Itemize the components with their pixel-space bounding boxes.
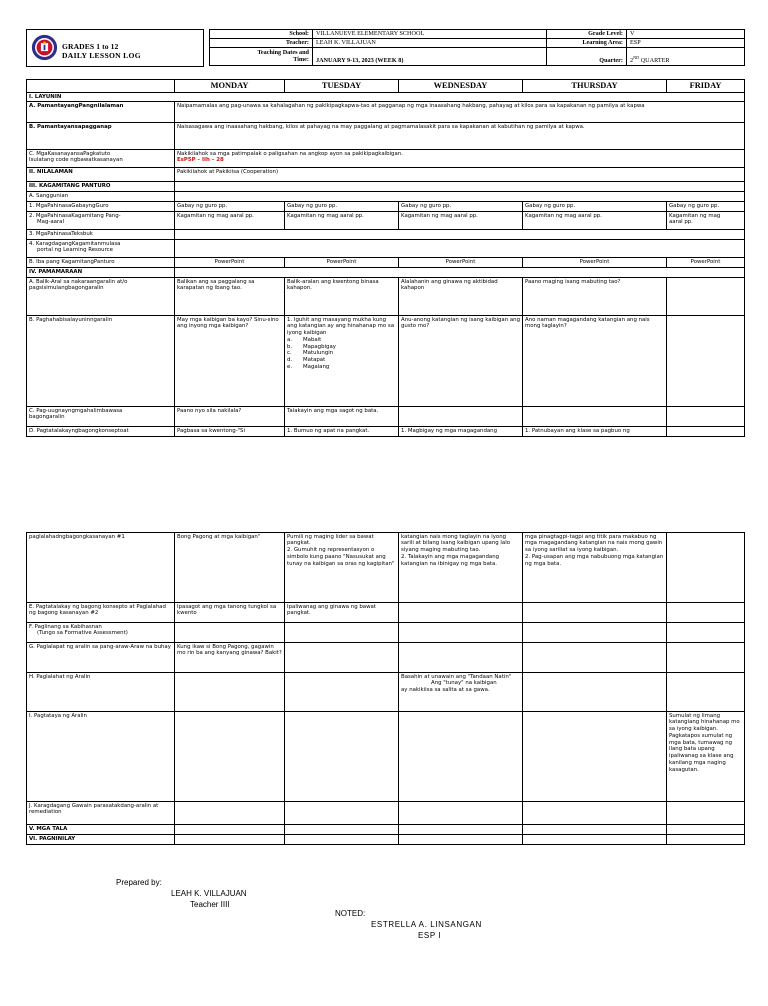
pagninilay-tuesday — [285, 835, 399, 845]
deped-seal-icon — [31, 34, 58, 61]
quarter-value — [627, 48, 745, 66]
g-monday: Kung ikaw si Bong Pagong, gagawin mo rin ba ang kanyang ginawa? Bakit? — [175, 643, 285, 673]
quarter-suffix: ND — [633, 55, 640, 61]
e-wednesday — [399, 603, 523, 623]
e-tuesday: Ipaliwanag ang ginawa ng bawat pangkat. — [285, 603, 399, 623]
i-tuesday — [285, 712, 399, 802]
powerpoint-thursday: PowerPoint — [523, 258, 667, 268]
pagkatuto-label-line2: Isulatang code ngbawatkasanayan — [29, 157, 123, 164]
b-tuesday-item — [287, 364, 396, 371]
gabay-friday: Gabay ng guro pp. — [667, 202, 745, 212]
pagkatuto-label-line1: C. MgaKasanayansaPagkatuto — [29, 150, 111, 157]
j-monday — [175, 802, 285, 825]
h-wednesday-line1: Basahin at unawain ang "Tandaan Natin" — [401, 673, 512, 680]
lesson-log-table-part1 — [26, 79, 745, 437]
row-label-h: H. Paglalahat ng Aralin — [27, 673, 175, 712]
i-wednesday — [399, 712, 523, 802]
g-tuesday — [285, 643, 399, 673]
grade-value: V — [627, 30, 745, 39]
row-label-gabay: 1. MgaPahinasaGabayngGuro — [27, 202, 175, 212]
row-label-pangnilalaman: A. PamantayangPangnilalaman — [27, 102, 175, 123]
row-label-iba: B. Iba pang KagamitangPanturo — [27, 258, 175, 268]
h-wednesday-line2: Ang "tunay" na kaibigan — [431, 680, 497, 687]
a-thursday: Paano maging isang mabuting tao? — [523, 278, 667, 316]
magaaral-tuesday: Kagamitan ng mag aaral pp. — [285, 212, 399, 230]
a-monday: Balikan ang sa paggalang sa karapatan ng ibang tao. — [175, 278, 285, 316]
b-tuesday-item — [287, 337, 396, 344]
row-label-g: G. Paglalapat ng aralin sa pang-araw-Araw na buhay — [27, 643, 175, 673]
gabay-wednesday: Gabay ng guro pp. — [399, 202, 523, 212]
tala-wednesday — [399, 825, 523, 835]
d-monday: Pagbasa sa kwentong-"Si — [175, 427, 285, 437]
dates-label-line2: Time: — [293, 55, 309, 63]
row-label-pagkatuto — [27, 150, 175, 168]
day-header-thursday: THURSDAY — [523, 80, 667, 93]
d2-friday — [667, 533, 745, 603]
karagdagan-cell — [175, 240, 745, 258]
dates-label — [210, 48, 313, 66]
f-thursday — [523, 623, 667, 643]
dates-value: JANUARY 9-13, 2023 (WEEK 8) — [313, 48, 547, 66]
d-friday — [667, 427, 745, 437]
j-wednesday — [399, 802, 523, 825]
teacher-label: Teacher: — [210, 39, 313, 48]
magaaral-friday — [667, 212, 745, 230]
f-label-line2: (Tungo sa Formative Assessment) — [37, 630, 128, 637]
magaaral-friday-line2: aaral pp. — [669, 219, 693, 226]
pagninilay-monday — [175, 835, 285, 845]
item-letter: b. — [287, 343, 293, 350]
gabay-monday: Gabay ng guro pp. — [175, 202, 285, 212]
kagamitan-cell — [175, 182, 745, 192]
pangnilalaman-text: Naipamamalas ang pag-unawa sa kahalagahan ng pakikipagkapwa-tao at pagganap ng mga inaasahang hakbang, pahayag at kilos para sa kapakanan ng pamilya at kapwa — [175, 102, 745, 123]
school-name: VILLANUEVE ELEMENTARY SCHOOL — [313, 30, 547, 39]
teksbuk-cell — [175, 230, 745, 240]
school-info-table — [209, 29, 745, 66]
teacher-name: LEAH K. VILLAJUAN — [313, 39, 547, 48]
row-label-j: J. Karagdagang Gawain parasatakdang-aralin at remediation — [27, 802, 175, 825]
section-layunin: I. LAYUNIN — [27, 93, 745, 102]
prepared-by-label: Prepared by: — [116, 878, 162, 887]
dll-title-line2: DAILY LESSON LOG — [62, 51, 141, 60]
row-label-c — [27, 407, 175, 427]
b-tuesday-item — [287, 350, 396, 357]
magaaral-friday-line1: Kagamitan ng mag — [669, 212, 721, 219]
e-monday: Ipasagot ang mga tanong tungkol sa kwento — [175, 603, 285, 623]
item-letter: e. — [287, 363, 293, 370]
row-label-karagdagan — [27, 240, 175, 258]
day-header-wednesday: WEDNESDAY — [399, 80, 523, 93]
gabay-tuesday: Gabay ng guro pp. — [285, 202, 399, 212]
c-thursday — [523, 407, 667, 427]
row-label-pagganap: B. Pamantayansapagganap — [27, 123, 175, 150]
dll-title-box — [26, 29, 204, 67]
noted-name: ESTRELLA A. LINSANGAN — [371, 920, 482, 929]
quarter-text: QUARTER — [639, 57, 670, 65]
a-wednesday: Alalahanin ang ginawa ng aktibidad kahapon — [399, 278, 523, 316]
row-label-pagninilay: VI. PAGNINILAY — [27, 835, 175, 845]
b-friday — [667, 316, 745, 407]
item-letter: c. — [287, 350, 292, 357]
pagkatuto-cell — [175, 150, 745, 168]
pagkatuto-text: Nakikilahok sa mga patimpalak o paligsahan na angkop ayon sa pakikipagkaibigan. — [177, 150, 403, 157]
f-friday — [667, 623, 745, 643]
pagninilay-friday — [667, 835, 745, 845]
area-label: Learning Area: — [547, 39, 627, 48]
prepared-by-title: Teacher IIII — [190, 900, 230, 909]
d2-monday: Bong Pagong at mga kaibigan" — [175, 533, 285, 603]
powerpoint-tuesday: PowerPoint — [285, 258, 399, 268]
magaaral-label-line2: Mag-aaral — [37, 219, 64, 226]
c-label-line1: C. Pag-uugnayngmgahalimbawasa — [29, 407, 123, 414]
i-friday: Sumulat ng limang katangiang hinahanap mo sa iyong kaibigan. Pagkatapos sumulat ng mga bata, tumawag ng ilang bata upang ipaliwanag sa klase ang kanilang mga naging kasagutan. — [667, 712, 745, 802]
item-word: Mapagbigay — [303, 343, 336, 350]
d2-wednesday: katangian nais mong taglayin na iyong sarili at bilang isang kaibigan upang lalo siyang maging mabuting tao. 2. Talakayin ang mga magagandang katangian na ibinigay ng mga bata. — [399, 533, 523, 603]
f-tuesday — [285, 623, 399, 643]
noted-label: NOTED: — [335, 909, 366, 918]
gabay-thursday: Gabay ng guro pp. — [523, 202, 667, 212]
b-wednesday: Anu-anong katangian ng isang kaibigan ang gusto mo? — [399, 316, 523, 407]
h-wednesday — [399, 673, 523, 712]
c-monday: Paano nyo sila nakilala? — [175, 407, 285, 427]
d2-thursday: mga pinagtagpi-tagpi ang titik para makabuo ng mga magagandang katangian na nais mong gawin sa iyong sariliat sa iyong kaibigan. 2. Pag-usapan ang mga nabubuong mga katangian ng mga bata. — [523, 533, 667, 603]
row-label-i: I. Pagtataya ng Aralin — [27, 712, 175, 802]
h-wednesday-line3: ay nakikiisa sa salita at sa gawa. — [401, 687, 490, 693]
i-monday — [175, 712, 285, 802]
sanggunian-cell — [175, 192, 745, 202]
row-label-d: D. Pagtatalakayngbagongkonseptoat — [27, 427, 175, 437]
j-tuesday — [285, 802, 399, 825]
d-thursday: 1. Patnubayan ang klase sa pagbuo ng — [523, 427, 667, 437]
c-tuesday: Talakayin ang mga sagot ng bata. — [285, 407, 399, 427]
dates-label-line1: Teaching Dates and — [257, 48, 309, 56]
b-tuesday-intro: 1. Iguhit ang masayang mukha kung ang katangian ay ang hinahanap mo sa iyong kaibigan — [287, 316, 395, 336]
grade-label: Grade Level: — [547, 30, 627, 39]
lesson-log-table-part2 — [26, 532, 745, 845]
magaaral-label-line1: 2. MgaPahinasaKagamitang Pang- — [29, 212, 121, 219]
row-label-f — [27, 623, 175, 643]
row-label-sanggunian: A. Sanggunian — [27, 192, 175, 202]
h-tuesday — [285, 673, 399, 712]
item-word: Matulungin — [303, 350, 334, 357]
magaaral-monday: Kagamitan ng mag aaral pp. — [175, 212, 285, 230]
b-thursday: Ano naman magagandang katangian ang nais mong taglayin? — [523, 316, 667, 407]
noted-title: ESP I — [418, 931, 442, 940]
tala-monday — [175, 825, 285, 835]
i-thursday — [523, 712, 667, 802]
d-wednesday: 1. Magbigay ng mga magagandang — [399, 427, 523, 437]
row-label-kagamitan: III. KAGAMITANG PANTURO — [27, 182, 175, 192]
tala-friday — [667, 825, 745, 835]
quarter-label: Quarter: — [547, 48, 627, 66]
c-wednesday — [399, 407, 523, 427]
row-label-e: E. Pagtatalakay ng bagong konsepto at Paglalahad ng bagong kasanayan #2 — [27, 603, 175, 623]
g-friday — [667, 643, 745, 673]
f-wednesday — [399, 623, 523, 643]
item-word: Matapat — [303, 357, 326, 363]
d-tuesday: 1. Bumuo ng apat na pangkat. — [285, 427, 399, 437]
prepared-by-name: LEAH K. VILLAJUAN — [171, 889, 247, 898]
f-label-line1: F. Paglinang sa Kabihasnan — [29, 623, 102, 630]
b-tuesday — [285, 316, 399, 407]
area-value: ESP — [627, 39, 745, 48]
h-thursday — [523, 673, 667, 712]
g-wednesday — [399, 643, 523, 673]
row-label-pamamaraan: IV. PAMAMARAAN — [27, 268, 175, 278]
quarter-number: 2 — [630, 57, 634, 65]
day-header-friday: FRIDAY — [667, 80, 745, 93]
day-header-monday: MONDAY — [175, 80, 285, 93]
b-tuesday-item — [287, 344, 396, 351]
day-header-tuesday: TUESDAY — [285, 80, 399, 93]
h-monday — [175, 673, 285, 712]
nilalaman-text: Pakikilahok at Pakikiisa (Cooperation) — [175, 168, 745, 182]
b-tuesday-item — [287, 357, 396, 364]
row-label-magaaral — [27, 212, 175, 230]
f-monday — [175, 623, 285, 643]
pagninilay-thursday — [523, 835, 667, 845]
item-letter: a. — [287, 336, 293, 343]
j-friday — [667, 802, 745, 825]
b-monday: May mga kaibigan ba kayo? Sinu-sino ang inyong mga kaibigan? — [175, 316, 285, 407]
tala-thursday — [523, 825, 667, 835]
row-label-teksbuk: 3. MgaPahinasaTeksbuk — [27, 230, 175, 240]
d2-tuesday: Pumili ng maging lider sa bawat pangkat. 2. Gumuhit ng representasyon o simbolo kung paano "Nasusukat ang tunay na kaibigan sa oras ng kagipitan" — [285, 533, 399, 603]
powerpoint-wednesday: PowerPoint — [399, 258, 523, 268]
blank-header-cell — [27, 80, 175, 93]
karagdagan-label-line2: portal ng Learning Resource — [37, 247, 113, 254]
item-letter: d. — [287, 357, 293, 363]
e-thursday — [523, 603, 667, 623]
karagdagan-label-line1: 4. KaragdagangKagamitanmulasa — [29, 240, 121, 247]
row-label-tala: V. MGA TALA — [27, 825, 175, 835]
row-label-a: A. Balik-Aral sa nakaraangaralin at/o pagsisimulangbagongaralin — [27, 278, 175, 316]
powerpoint-monday: PowerPoint — [175, 258, 285, 268]
dll-title-line1: GRADES 1 to 12 — [62, 42, 119, 51]
g-thursday — [523, 643, 667, 673]
school-label: School: — [210, 30, 313, 39]
row-label-b: B. Paghahabisalayuninngaralin — [27, 316, 175, 407]
e-friday — [667, 603, 745, 623]
a-tuesday: Balik-aralan ang kwentong binasa kahapon. — [285, 278, 399, 316]
competency-code: EsP5P – IIh – 28 — [177, 157, 224, 164]
a-friday — [667, 278, 745, 316]
c-label-line2: bagongaralin — [29, 414, 65, 421]
h-friday — [667, 673, 745, 712]
item-word: Magalang — [303, 363, 330, 370]
row-label-d2: paglalahadngbagongkasanayan #1 — [27, 533, 175, 603]
pagganap-text: Naisasagawa ang inaasahang hakbang, kilos at pahayag na may paggalang at pagmamalasakit para sa kapakanan at kabutihan ng pamilya at kapwa. — [175, 123, 745, 150]
c-friday — [667, 407, 745, 427]
j-thursday — [523, 802, 667, 825]
pagninilay-wednesday — [399, 835, 523, 845]
tala-tuesday — [285, 825, 399, 835]
item-word: Mabait — [303, 336, 322, 343]
magaaral-thursday: Kagamitan ng mag aaral pp. — [523, 212, 667, 230]
powerpoint-friday: PowerPoint — [667, 258, 745, 268]
row-label-nilalaman: II. NILALAMAN — [27, 168, 175, 182]
magaaral-wednesday: Kagamitan ng mag aaral pp. — [399, 212, 523, 230]
pamamaraan-cell — [175, 268, 745, 278]
